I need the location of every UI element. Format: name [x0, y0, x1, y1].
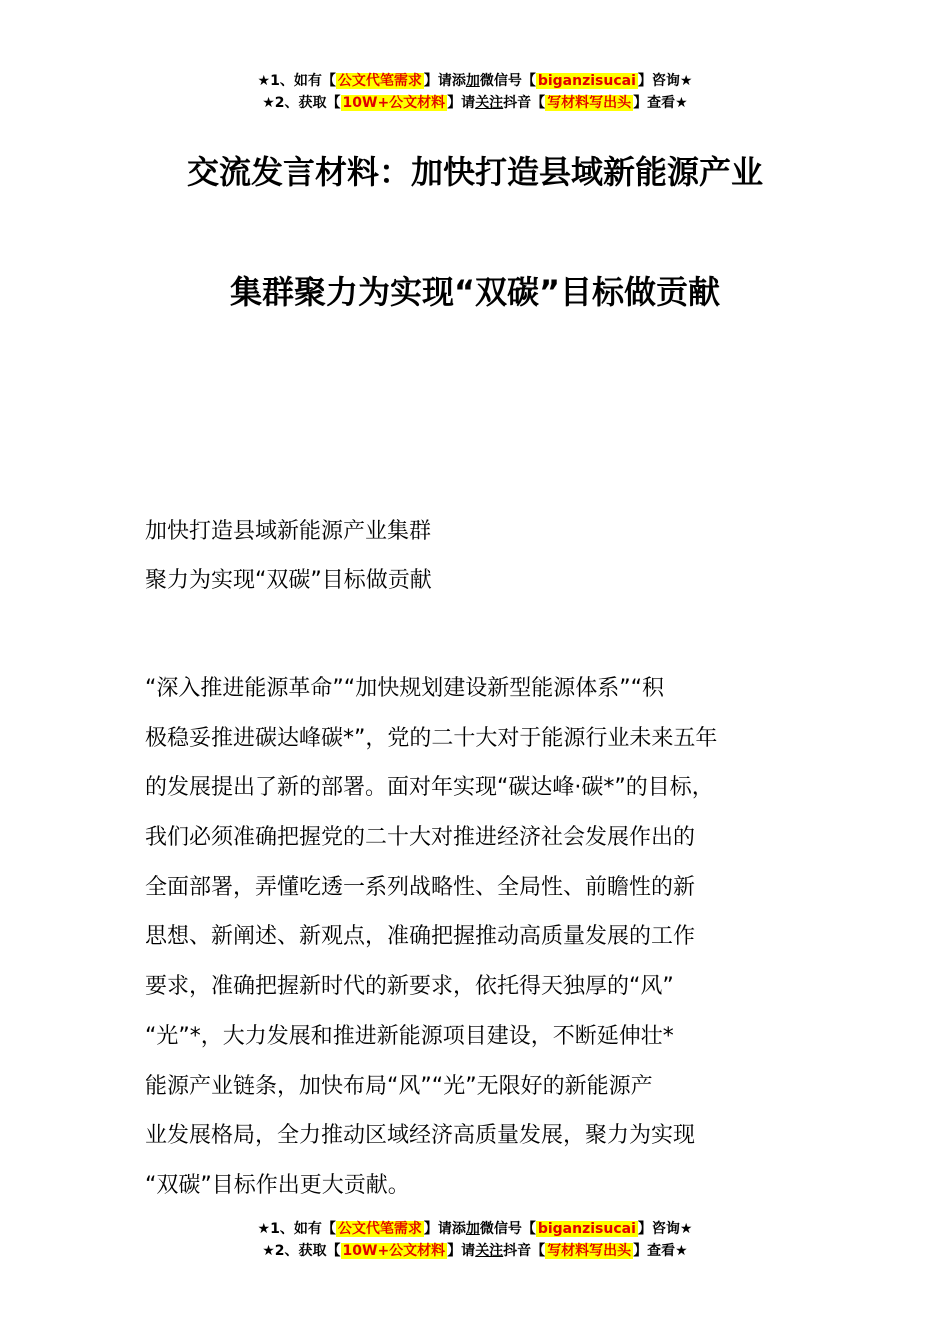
body-line: 全面部署，弄懂吃透一系列战略性、全局性、前瞻性的新: [145, 874, 696, 900]
body-line: “深入推进能源革命”“加快规划建设新型能源体系”“积: [145, 676, 664, 701]
highlight-materials: 10W+公文材料: [342, 1243, 446, 1259]
document-title-line-2: 集群聚力为实现“双碳”目标做贡献: [229, 273, 721, 311]
body-line: 思想、新阐述、新观点，准确把握推动高质量发展的工作: [145, 924, 696, 950]
highlight-douyin: 写材料写出头: [547, 95, 632, 111]
body-line: “双碳”目标作出更大贡献。: [145, 1172, 410, 1198]
banner-line-1: ★1、如有【 公文代笔需求 】请添加微信号【 biganzisucai 】咨询★: [257, 73, 693, 89]
highlight-douyin: 写材料写出头: [547, 1243, 632, 1259]
body-line: 业发展格局，全力推动区域经济高质量发展，聚力为实现: [145, 1123, 696, 1149]
header-banner: [0, 70, 950, 114]
body-line: “光”*，大力发展和推进新能源项目建设，不断延伸壮*: [145, 1023, 674, 1049]
body-line: 要求，准确把握新时代的新要求，依托得天独厚的“风”: [145, 974, 674, 1000]
highlight-service: 公文代笔需求: [337, 73, 422, 89]
subheading-line-2: 聚力为实现“双碳”目标做贡献: [145, 568, 432, 593]
document-title-line-1: 交流发言材料：加快打造县域新能源产业: [186, 153, 763, 191]
body-line: 我们必须准确把握党的二十大对推进经济社会发展作出的: [145, 825, 696, 851]
highlight-wechat-id: biganzisucai: [537, 73, 636, 89]
banner-line-2: ★2、获取【 10W+公文材料 】请关注抖音【 写材料写出头 】查看★: [262, 95, 688, 111]
body-line: 极稳妥推进碳达峰碳*”，党的二十大对于能源行业未来五年: [145, 725, 718, 751]
body-line: 的发展提出了新的部署。面对年实现“碳达峰·碳*”的目标，: [145, 775, 714, 801]
body-paragraph: [145, 664, 845, 1211]
highlight-service: 公文代笔需求: [337, 1221, 422, 1237]
banner-line-2: ★2、获取【 10W+公文材料 】请关注抖音【 写材料写出头 】查看★: [262, 1243, 688, 1259]
highlight-materials: 10W+公文材料: [342, 95, 446, 111]
subheading-line-1: 加快打造县域新能源产业集群: [145, 519, 432, 544]
body-line: 能源产业链条，加快布局“风”“光”无限好的新能源产: [145, 1073, 653, 1099]
highlight-wechat-id: biganzisucai: [537, 1221, 636, 1237]
footer-banner: [0, 1218, 950, 1262]
banner-line-1: ★1、如有【 公文代笔需求 】请添加微信号【 biganzisucai 】咨询★: [257, 1221, 693, 1237]
